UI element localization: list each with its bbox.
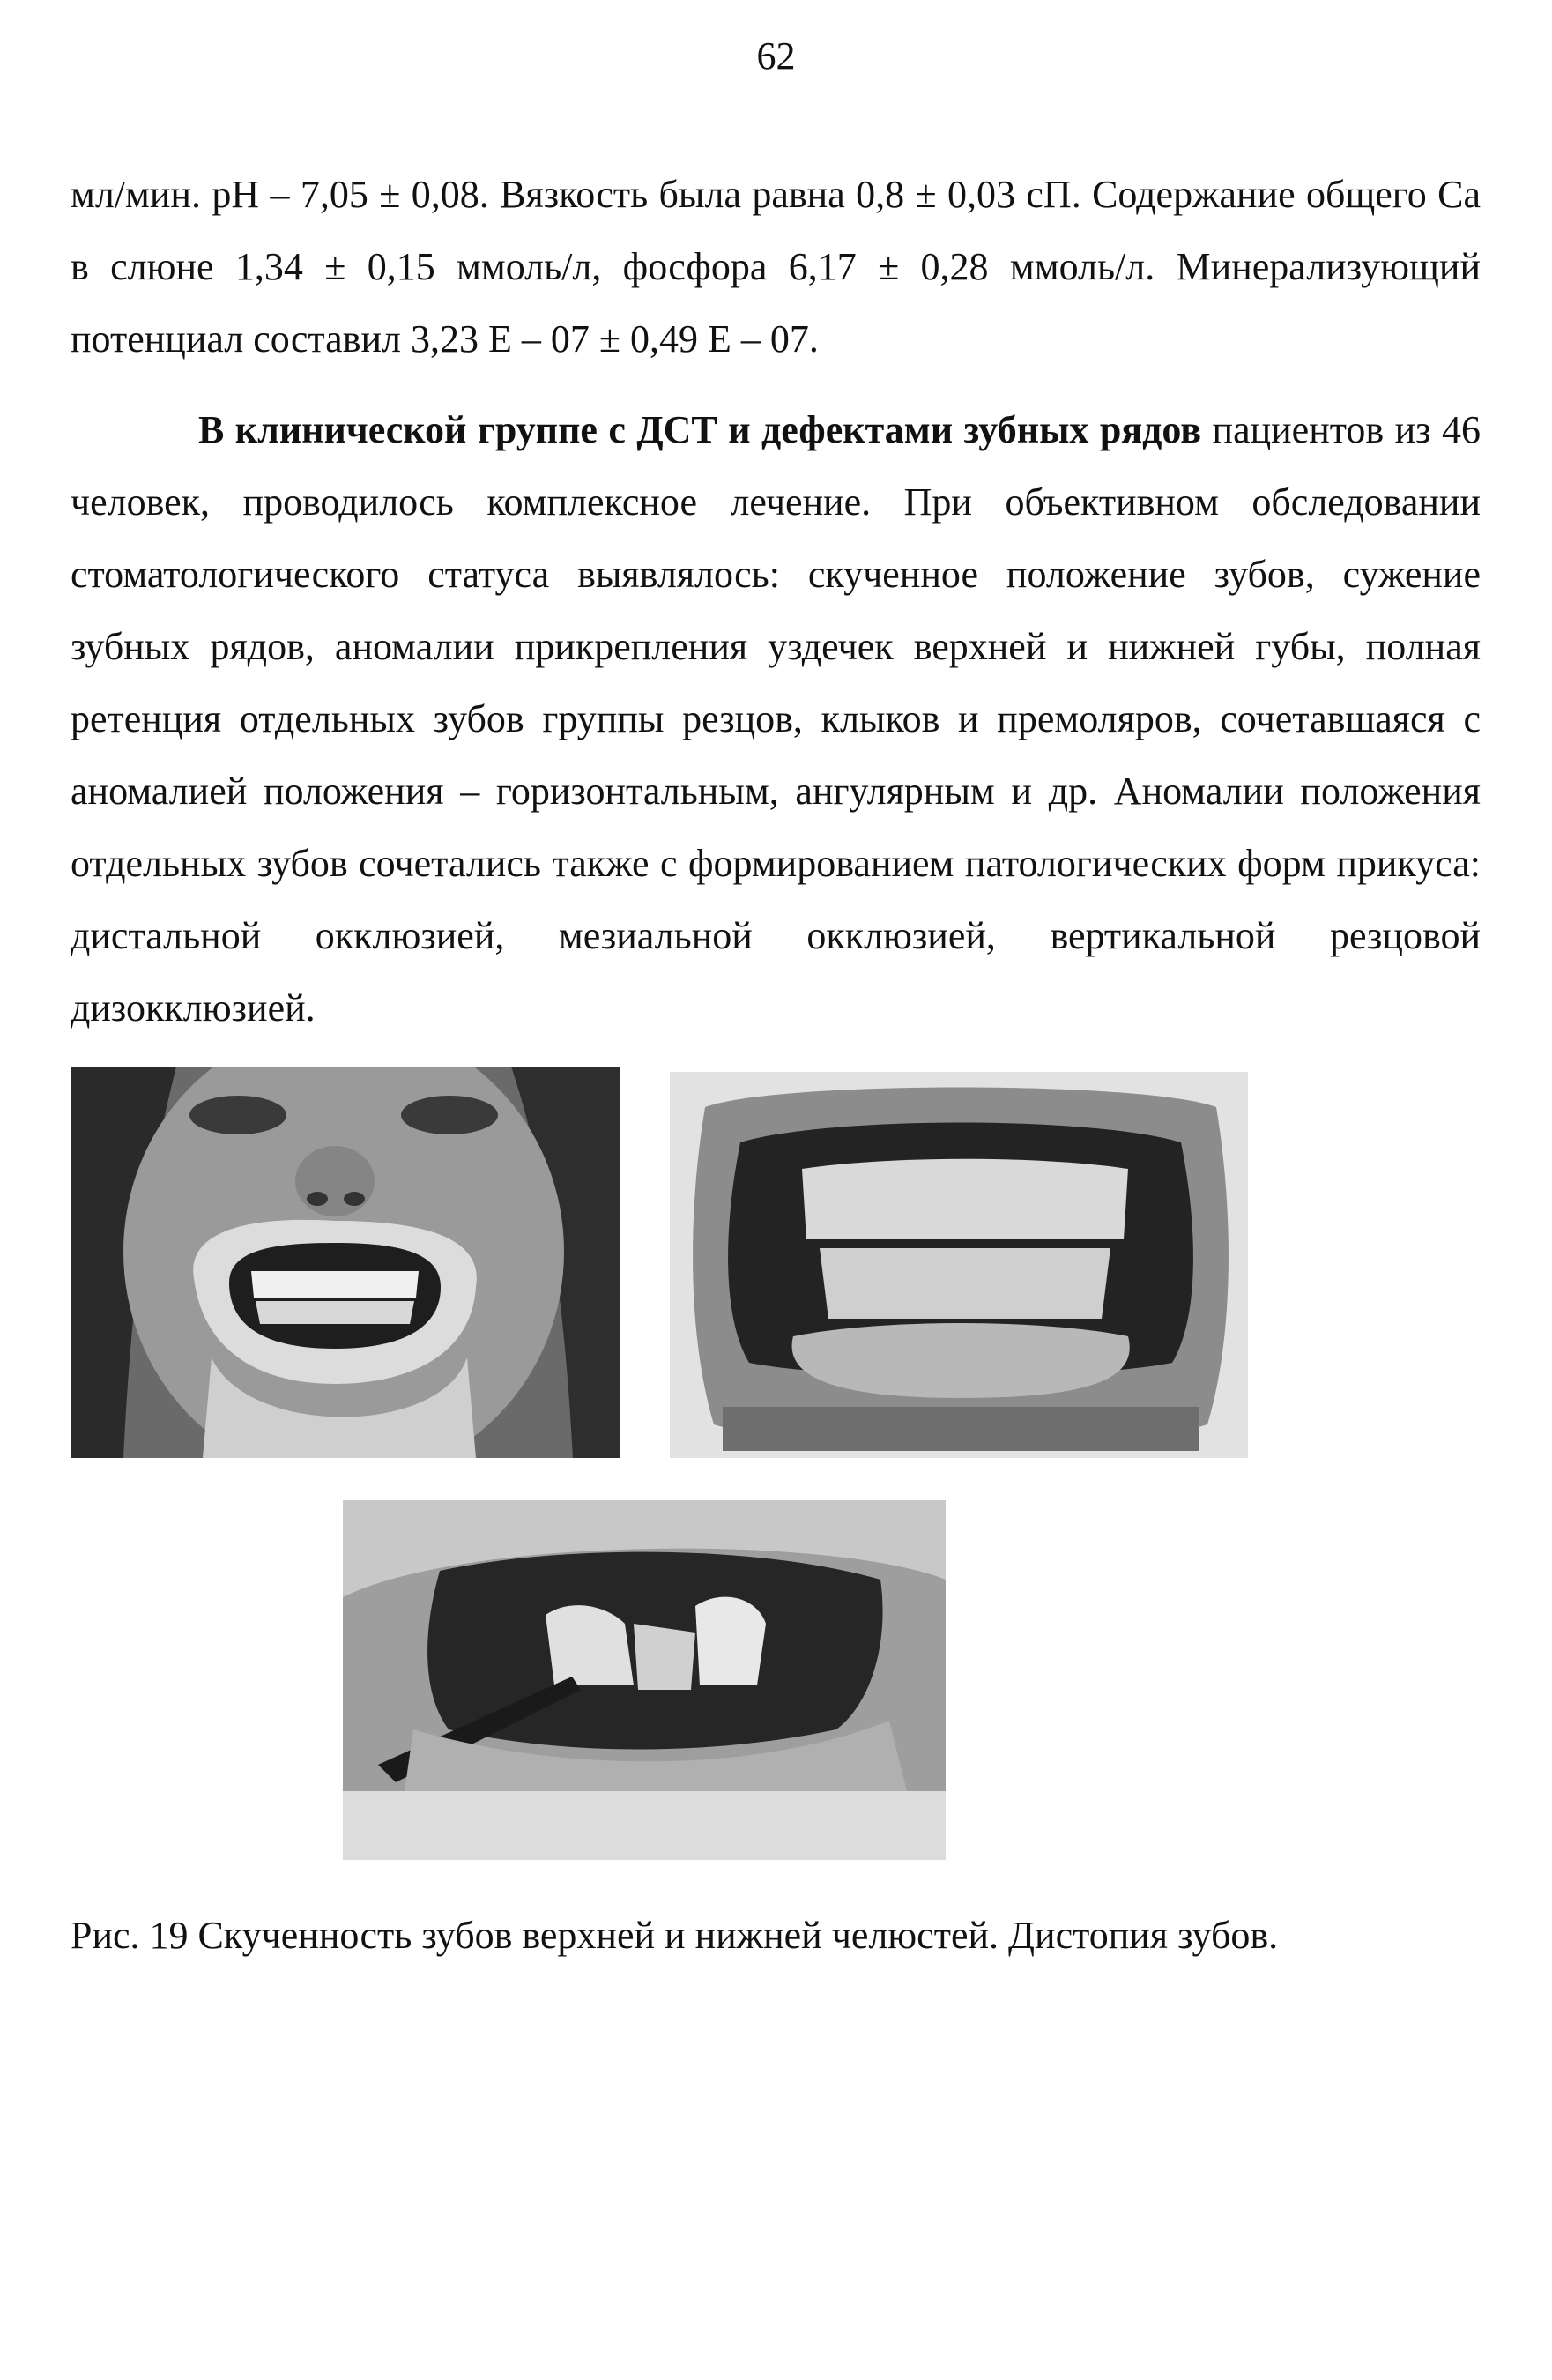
face-with-cheek-retractor-photo [71,1067,620,1458]
figure-caption: Рис. 19 Скученность зубов верхней и нижней челюстей. Дистопия зубов. [71,1914,1279,1957]
page-number: 62 [756,34,796,78]
paragraph-2-text: пациентов из 46 человек, проводилось комплексное лечение. При объективном обследовании стоматологического статуса выявлялось: скученное положение зубов, сужение зубных рядов, аномалии прикрепления уздечек верхней и нижней губы, полная ретенция отдельных зубов группы резцов, клыков и премоляров, сочетавшаяся с аномалией положения – горизонтальным, ангулярным и др. Аномалии положения отдельных зубов сочетались также с формированием патологических форм прикуса: дистальной окклюзией, мезиальной окклюзией, вертикальной резцовой дизокклюзией. [71,408,1481,1030]
frontal-teeth-retractor-photo [670,1072,1248,1458]
paragraph-2 [71,394,1481,1045]
paragraph-2-bold-lead: В клинической группе с ДСТ и дефектами зубных рядов [198,408,1202,451]
lower-jaw-crowded-teeth-photo [343,1500,946,1860]
paragraph-1: мл/мин. pH – 7,05 ± 0,08. Вязкость была равна 0,8 ± 0,03 сП. Содержание общего Са в слюне 1,34 ± 0,15 ммоль/л, фосфора 6,17 ± 0,28 ммоль/л. Минерализующий потенциал составил 3,23 Е – 07 ± 0,49 Е – 07. [71,173,1481,361]
